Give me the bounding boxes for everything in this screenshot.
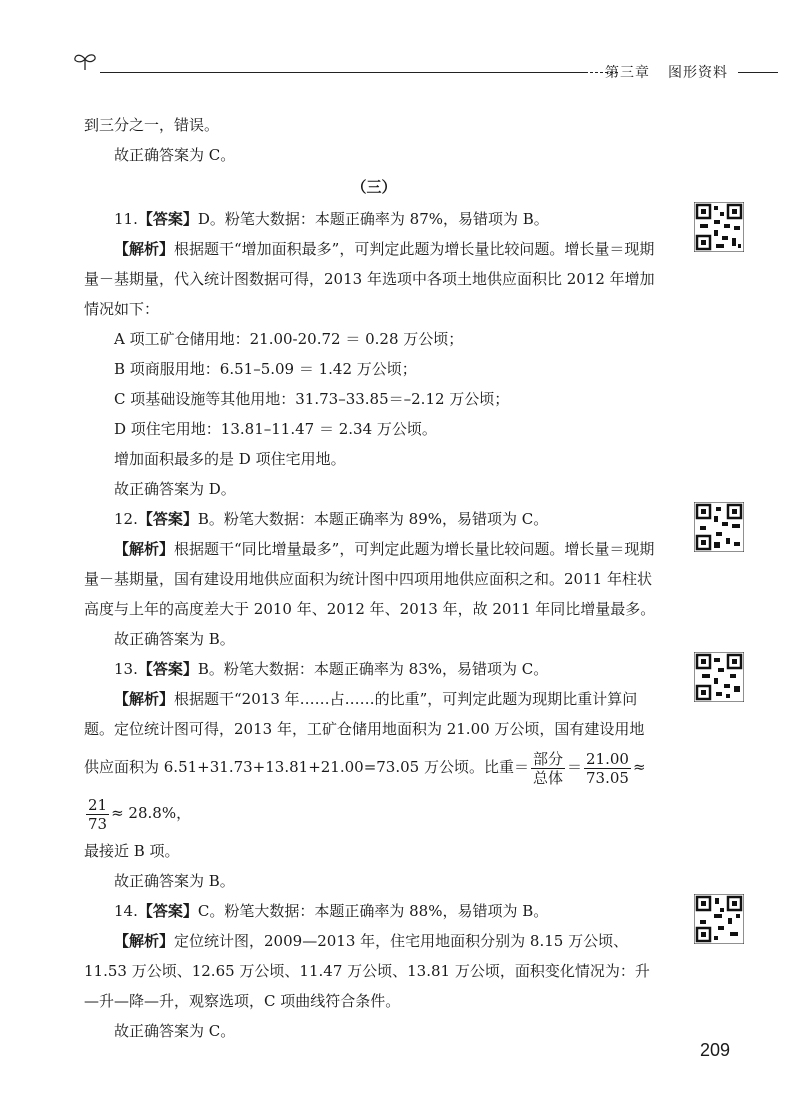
page-number: 209 bbox=[699, 1040, 730, 1060]
question-number: 12. bbox=[114, 510, 138, 528]
analysis-paragraph bbox=[84, 926, 664, 1016]
fraction-numerator: 21 bbox=[88, 795, 108, 814]
equals-sign: ＝ bbox=[567, 758, 583, 776]
analysis-tag: 【解析】 bbox=[114, 932, 175, 950]
header-tail-rule bbox=[738, 72, 778, 73]
chapter-number: 第三章 bbox=[605, 65, 650, 81]
conclusion: 增加面积最多的是 D 项住宅用地。 bbox=[114, 450, 346, 468]
question-11 bbox=[84, 204, 664, 504]
final-answer: 故正确答案为 B。 bbox=[114, 630, 235, 648]
analysis-paragraph bbox=[84, 234, 664, 324]
header-rule bbox=[100, 72, 588, 73]
answer-tag: 【答案】 bbox=[137, 210, 198, 228]
fraction-denominator: 总体 bbox=[532, 768, 563, 787]
intro-line: 到三分之一，错误。 bbox=[84, 116, 220, 134]
page-header bbox=[72, 50, 778, 80]
analysis-paragraph bbox=[84, 684, 664, 744]
answer-tag: 【答案】 bbox=[137, 660, 198, 678]
chapter-title: 图形资料 bbox=[668, 65, 728, 81]
answer-tag: 【答案】 bbox=[137, 902, 198, 920]
fraction-denominator: 73.05 bbox=[586, 768, 629, 787]
answer-line bbox=[84, 204, 664, 234]
fraction-values bbox=[584, 750, 631, 787]
qr-code-icon[interactable] bbox=[694, 502, 744, 552]
question-number: 13. bbox=[114, 660, 138, 678]
fraction-denominator: 73 bbox=[88, 814, 108, 833]
formula-result: ≈ 28.8%， bbox=[111, 804, 192, 822]
closest-option: 最接近 B 项。 bbox=[84, 842, 180, 860]
item-b: B 项商服用地：6.51–5.09 ＝ 1.42 万公顷； bbox=[114, 360, 417, 378]
intro-final: 故正确答案为 C。 bbox=[114, 146, 236, 164]
analysis-tag: 【解析】 bbox=[114, 690, 175, 708]
section-title: （三） bbox=[351, 178, 397, 196]
fraction-numerator: 部分 bbox=[532, 749, 563, 768]
analysis-text: 根据题干“同比增量最多”，可判定此题为增长量比较问题。增长量＝现期量－基期量，国有建设用地供应面积为统计图中四项用地供应面积之和。2011 年柱状高度与上年的高度差大于 2010 年、2012 年、2013 年，故 2011 年同比增量最多。 bbox=[84, 540, 656, 618]
approx-sign: ≈ bbox=[632, 758, 646, 776]
analysis-text: 根据题干“2013 年……占……的比重”，可判定此题为现期比重计算问题。定位统计图可得，2013 年，工矿仓储用地面积为 21.00 万公顷，国有建设用地 bbox=[84, 690, 645, 738]
question-14 bbox=[84, 896, 664, 1046]
answer-tag: 【答案】 bbox=[137, 510, 198, 528]
analysis-text: 定位统计图，2009—2013 年，住宅用地面积分别为 8.15 万公顷、11.53 万公顷、12.65 万公顷、11.47 万公顷、13.81 万公顷，面积变化情况为：升—升—降—升，观察选项，C 项曲线符合条件。 bbox=[84, 932, 650, 1010]
question-number: 14. bbox=[114, 902, 138, 920]
qr-code-icon[interactable] bbox=[694, 202, 744, 252]
answer-line bbox=[84, 504, 664, 534]
question-12 bbox=[84, 504, 664, 654]
fraction-numerator: 21.00 bbox=[586, 749, 629, 768]
answer-text: B。粉笔大数据：本题正确率为 83%，易错项为 C。 bbox=[197, 660, 549, 678]
question-13 bbox=[84, 654, 664, 896]
leaf-icon bbox=[72, 50, 98, 72]
item-c: C 项基础设施等其他用地：31.73–33.85＝–2.12 万公顷； bbox=[114, 390, 510, 408]
answer-line bbox=[84, 896, 664, 926]
analysis-tag: 【解析】 bbox=[114, 240, 175, 258]
qr-code-icon[interactable] bbox=[694, 894, 744, 944]
chapter-heading bbox=[605, 62, 728, 82]
answer-text: B。粉笔大数据：本题正确率为 89%，易错项为 C。 bbox=[197, 510, 549, 528]
final-answer: 故正确答案为 D。 bbox=[114, 480, 236, 498]
formula-line bbox=[84, 744, 664, 836]
item-a: A 项工矿仓储用地：21.00-20.72 ＝ 0.28 万公顷； bbox=[114, 330, 464, 348]
analysis-text: 根据题干“增加面积最多”，可判定此题为增长量比较问题。增长量＝现期量－基期量，代入统计图数据可得，2013 年选项中各项土地供应面积比 2012 年增加情况如下： bbox=[84, 240, 655, 318]
final-answer: 故正确答案为 B。 bbox=[114, 872, 235, 890]
qr-code-icon[interactable] bbox=[694, 652, 744, 702]
fraction-rounded bbox=[86, 796, 109, 833]
analysis-paragraph bbox=[84, 534, 664, 624]
question-number: 11. bbox=[114, 210, 138, 228]
answer-text: C。粉笔大数据：本题正确率为 88%，易错项为 B。 bbox=[197, 902, 549, 920]
answer-text: D。粉笔大数据：本题正确率为 87%，易错项为 B。 bbox=[197, 210, 549, 228]
analysis-tag: 【解析】 bbox=[114, 540, 175, 558]
page-content bbox=[84, 110, 664, 1046]
formula-prefix: 供应面积为 6.51+31.73+13.81+21.00=73.05 万公顷。比重＝ bbox=[84, 758, 529, 776]
fraction-part-over-total bbox=[531, 750, 565, 787]
item-d: D 项住宅用地：13.81–11.47 ＝ 2.34 万公顷。 bbox=[114, 420, 437, 438]
answer-line bbox=[84, 654, 664, 684]
final-answer: 故正确答案为 C。 bbox=[114, 1022, 236, 1040]
